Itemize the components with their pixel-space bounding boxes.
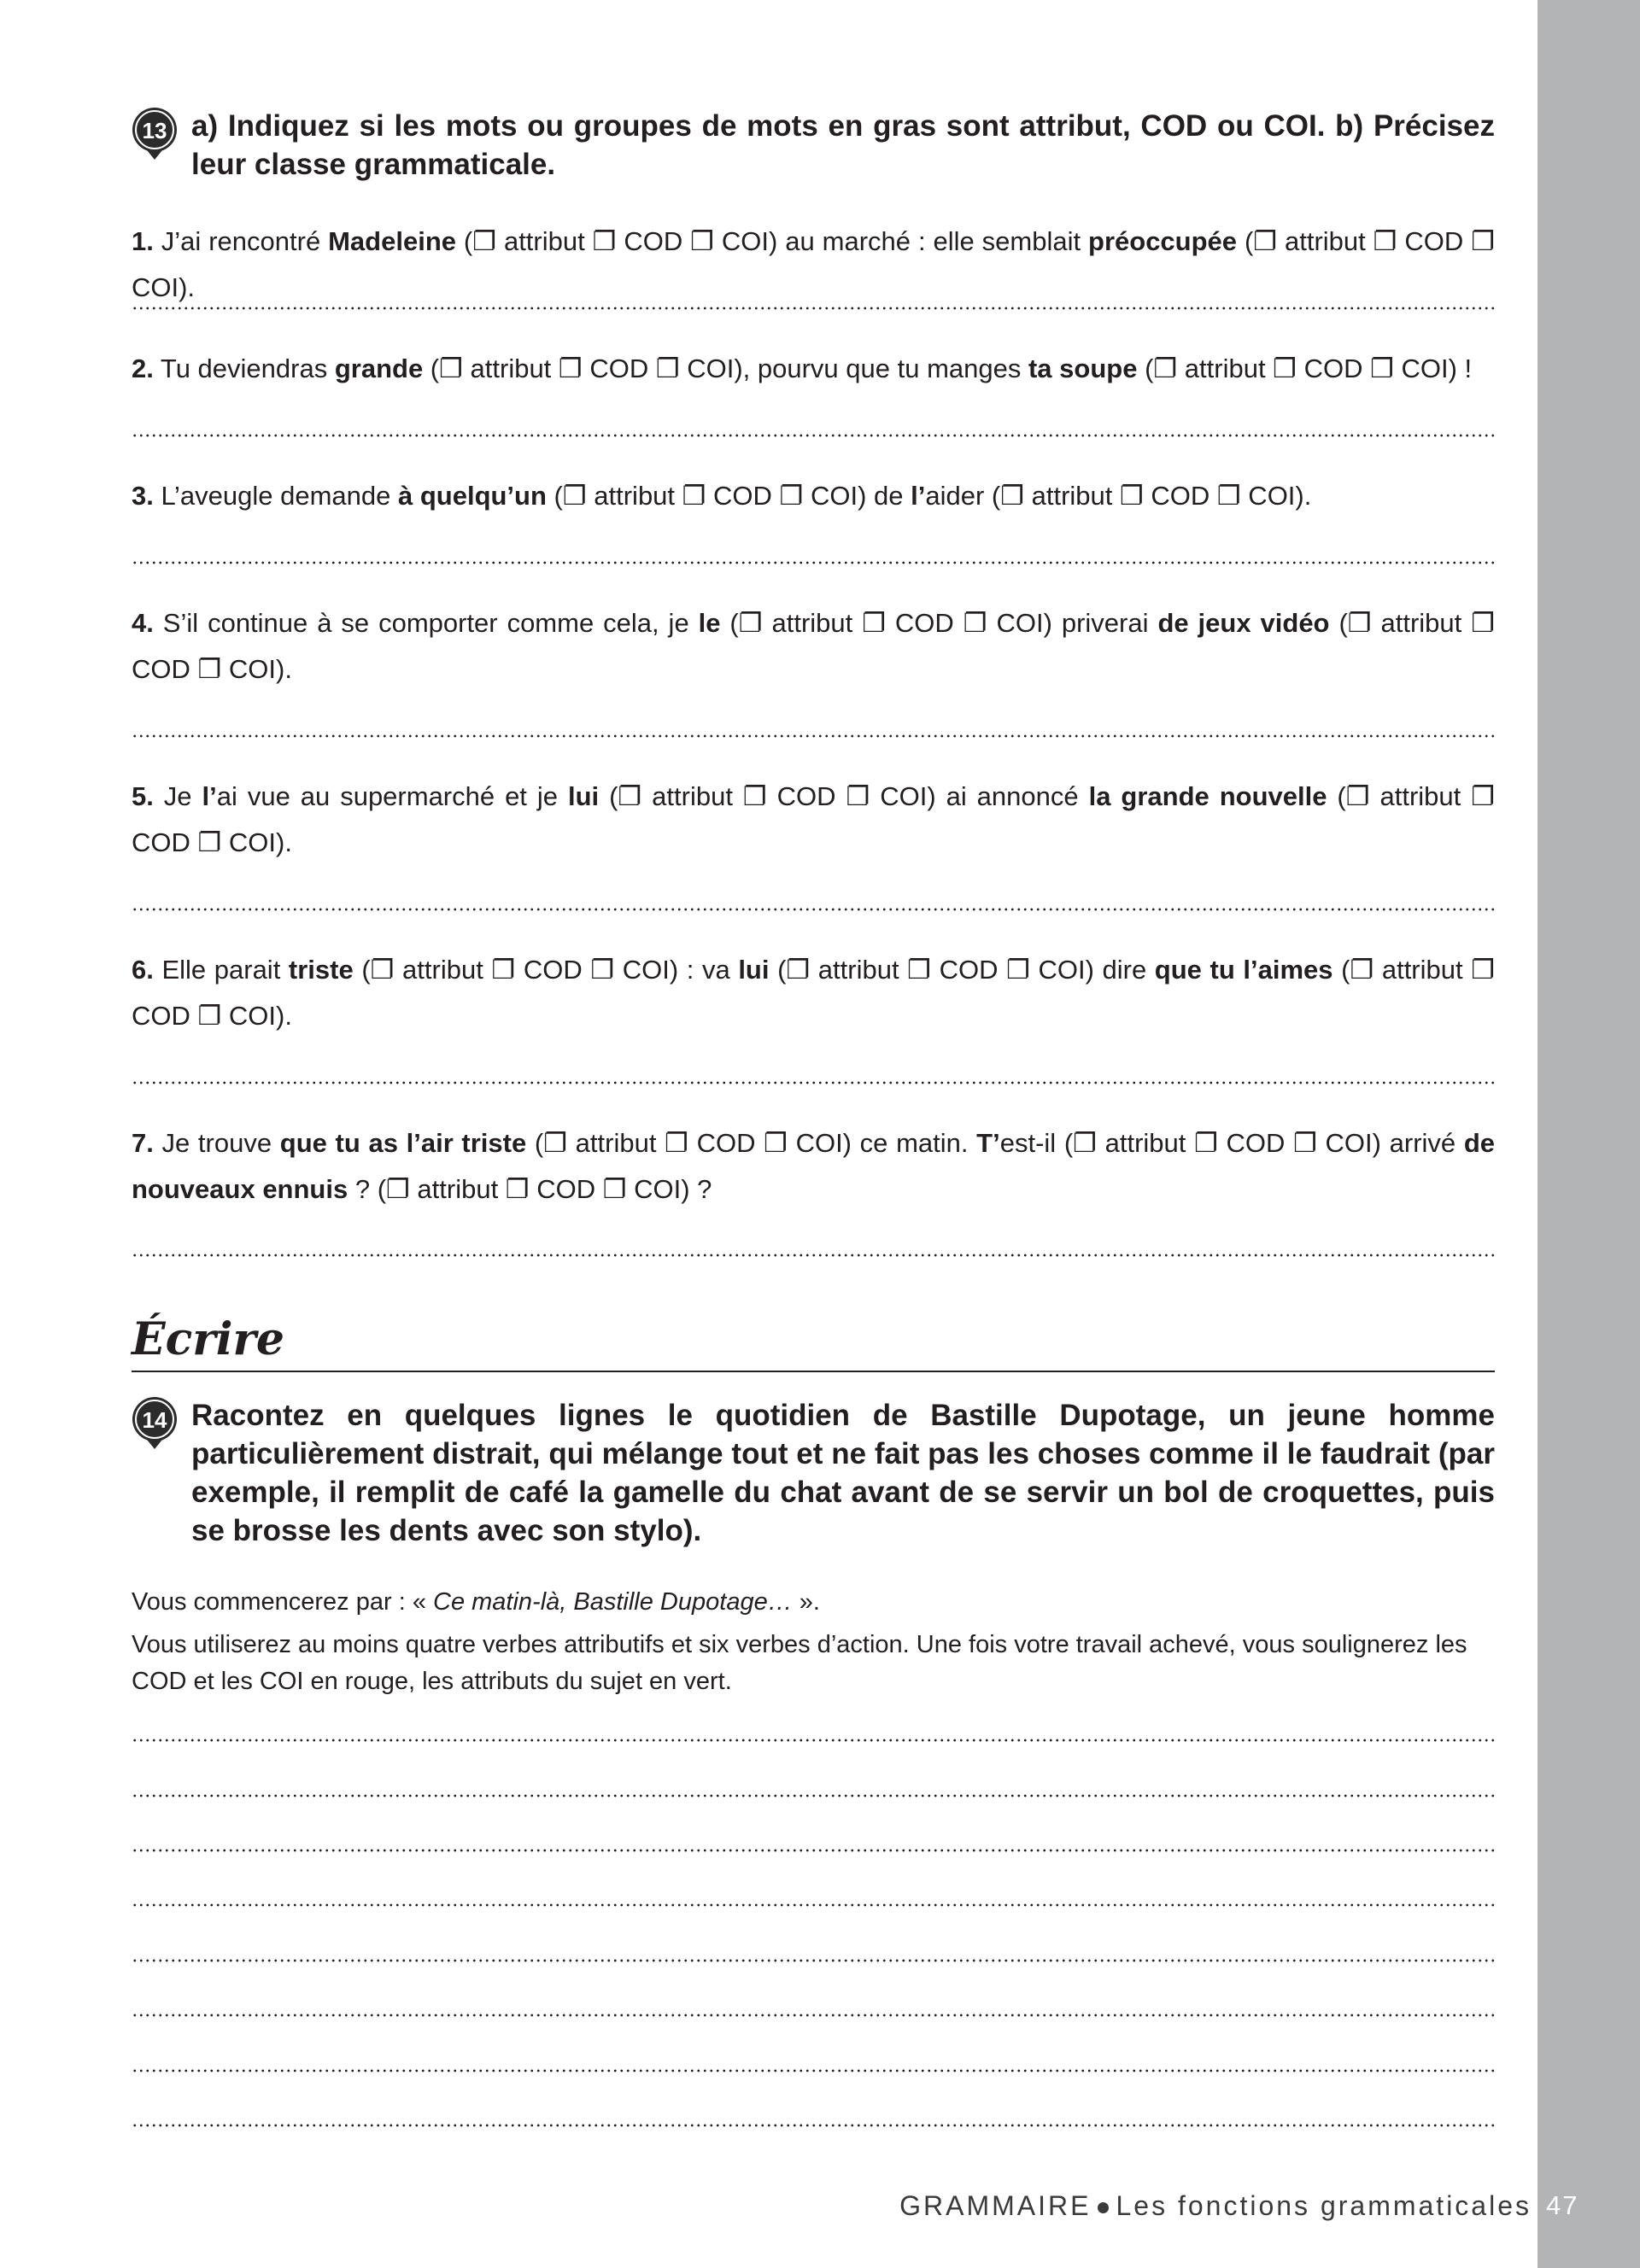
exercise-item-1: [132, 219, 1495, 311]
exercise-item-4: [132, 600, 1495, 693]
exercise-item-2: [132, 346, 1495, 392]
bold-target-word: lui: [567, 781, 600, 811]
item-number: 6.: [132, 955, 154, 985]
sentence-text: (❐ attribut ❐ COD ❐ COI).: [132, 955, 1496, 1031]
sentence-text: (❐ attribut ❐ COD ❐ COI) au marché : elle semblait: [456, 226, 1089, 256]
answer-line[interactable]: [132, 1254, 1495, 1259]
writing-line[interactable]: [132, 1903, 1495, 1909]
badge-number: 14: [142, 1407, 167, 1433]
item-sentence: [132, 1128, 1495, 1204]
sentence-text: (❐ attribut ❐ COD ❐ COI) ai annoncé: [599, 781, 1089, 811]
sentence-text: ai vue au supermarché et je: [216, 781, 568, 811]
answer-line[interactable]: [132, 434, 1495, 439]
answer-line[interactable]: [132, 908, 1495, 913]
running-footer: [899, 2190, 1532, 2222]
sentence-text: (❐ attribut ❐ COD ❐ COI).: [132, 226, 1495, 302]
item-number: 3.: [132, 481, 154, 511]
writing-line[interactable]: [132, 1959, 1495, 1964]
bold-target-word: T’: [976, 1128, 1000, 1158]
sentence-text: (❐ attribut ❐ COD ❐ COI) !: [1137, 354, 1473, 383]
sentence-text: Je: [153, 781, 202, 811]
badge-number: 13: [142, 118, 167, 143]
sentence-text: (❐ attribut ❐ COD ❐ COI) : va: [353, 955, 739, 985]
exercise-14-start-hint: [132, 1584, 1495, 1621]
sentence-text: aider (❐ attribut ❐ COD ❐ COI).: [925, 481, 1312, 511]
section-heading: [132, 1311, 1495, 1372]
answer-line[interactable]: [132, 1081, 1495, 1086]
writing-line[interactable]: [132, 1794, 1495, 1799]
exercise-number-badge: [132, 1396, 178, 1442]
writing-line[interactable]: [132, 1739, 1495, 1744]
bold-target-word: de jeux vidéo: [1157, 608, 1330, 638]
writing-line[interactable]: [132, 2069, 1495, 2074]
footer-subject: GRAMMAIRE: [899, 2190, 1092, 2221]
item-sentence: [132, 226, 1495, 302]
badge-shape-icon: [132, 1396, 178, 1451]
start-quote: Ce matin-là, Bastille Dupotage…: [433, 1588, 793, 1616]
bold-target-word: triste: [288, 955, 354, 985]
answer-line[interactable]: [132, 561, 1495, 566]
start-suffix: ».: [792, 1588, 820, 1616]
item-sentence: [132, 781, 1495, 857]
sentence-text: est-il (❐ attribut ❐ COD ❐ COI) arrivé: [999, 1128, 1464, 1158]
exercise-item-6: [132, 947, 1495, 1039]
exercise-13-heading: [132, 107, 1495, 184]
sentence-text: ? (❐ attribut ❐ COD ❐ COI) ?: [348, 1174, 712, 1204]
bold-target-word: préoccupée: [1088, 226, 1238, 256]
bold-target-word: grande: [334, 354, 424, 383]
badge-shape-icon: [132, 107, 178, 161]
bold-target-word: l’: [202, 781, 217, 811]
sentence-text: (❐ attribut ❐ COD ❐ COI).: [132, 608, 1495, 684]
sentence-text: Je trouve: [153, 1128, 280, 1158]
bold-target-word: ta soupe: [1028, 354, 1138, 383]
sentence-text: (❐ attribut ❐ COD ❐ COI) priverai: [720, 608, 1158, 638]
sentence-text: (❐ attribut ❐ COD ❐ COI), pourvu que tu manges: [423, 354, 1028, 383]
bold-target-word: le: [698, 608, 721, 638]
sentence-text: J’ai rencontré: [153, 226, 329, 256]
bold-target-word: que tu as l’air triste: [279, 1128, 527, 1158]
item-number: 7.: [132, 1128, 154, 1158]
item-number: 4.: [132, 608, 154, 638]
sentence-text: Tu deviendras: [153, 354, 335, 383]
sentence-text: (❐ attribut ❐ COD ❐ COI) ce matin.: [526, 1128, 977, 1158]
bold-target-word: l’: [911, 481, 926, 511]
side-margin-band: [1538, 0, 1640, 2268]
writing-line[interactable]: [132, 2124, 1495, 2129]
item-sentence: [132, 608, 1495, 684]
exercise-13-instruction: a) Indiquez si les mots ou groupes de mots en gras sont attribut, COD ou COI. b) Précisez leur classe grammaticale.: [191, 109, 1495, 181]
sentence-text: (❐ attribut ❐ COD ❐ COI) dire: [769, 955, 1155, 985]
section-title: Écrire: [132, 1313, 284, 1365]
bold-target-word: lui: [738, 955, 770, 985]
item-sentence: [132, 955, 1495, 1031]
bullet-icon: [1098, 2202, 1109, 2213]
exercise-number-badge: [132, 107, 178, 153]
exercise-item-7: [132, 1120, 1495, 1213]
item-number: 5.: [132, 781, 154, 811]
writing-line[interactable]: [132, 2014, 1495, 2019]
bold-target-word: à quelqu’un: [397, 481, 547, 511]
bold-target-word: que tu l’aimes: [1154, 955, 1333, 985]
sentence-text: (❐ attribut ❐ COD ❐ COI) de: [546, 481, 911, 511]
writing-line[interactable]: [132, 1849, 1495, 1854]
item-number: 1.: [132, 226, 154, 256]
sentence-text: S’il continue à se comporter comme cela, je: [153, 608, 699, 638]
exercise-item-3: [132, 473, 1495, 519]
sentence-text: L’aveugle demande: [153, 481, 398, 511]
answer-line[interactable]: [132, 734, 1495, 739]
bold-target-word: la grande nouvelle: [1088, 781, 1327, 811]
item-number: 2.: [132, 354, 154, 383]
exercise-14-instruction: Racontez en quelques lignes le quotidien de Bastille Dupotage, un jeune homme particulièrement distrait, qui mélange tout et ne fait pas les choses comme il le faudrait (par exemple, il remplit de café la gamelle du chat avant de se servir un bol de croquettes, puis se brosse les dents avec son stylo).: [191, 1399, 1495, 1547]
page-number: 47: [1546, 2190, 1579, 2220]
footer-chapter: Les fonctions grammaticales: [1116, 2190, 1532, 2221]
exercise-item-5: [132, 774, 1495, 866]
exercise-14-details: Vous utiliserez au moins quatre verbes attributifs et six verbes d’action. Une fois votre travail achevé, vous soulignerez les COD et les COI en rouge, les attributs du sujet en vert.: [132, 1631, 1467, 1695]
item-sentence: [154, 481, 1312, 511]
bold-target-word: de nouveaux ennuis: [132, 1128, 1495, 1204]
item-sentence: [154, 354, 1472, 383]
sentence-text: (❐ attribut ❐ COD ❐ COI).: [132, 781, 1496, 857]
sentence-text: Elle parait: [153, 955, 289, 985]
start-prefix: Vous commencerez par : «: [132, 1588, 433, 1616]
bold-target-word: Madeleine: [328, 226, 456, 256]
exercise-14-heading: [132, 1396, 1495, 1550]
answer-line[interactable]: [132, 307, 1495, 312]
